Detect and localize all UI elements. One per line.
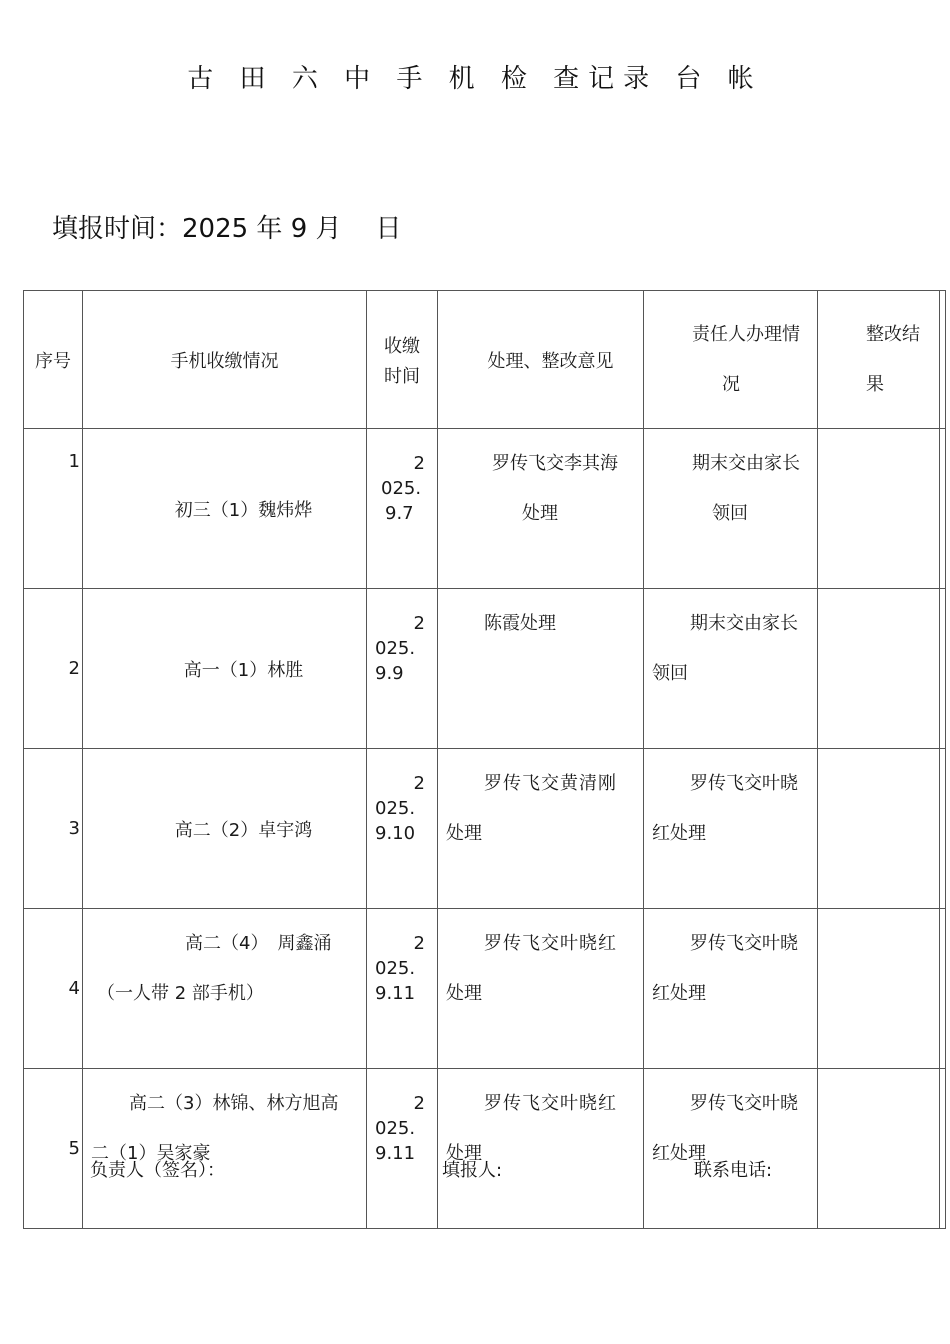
fill-time [52, 208, 402, 245]
row-time-part1: 2 [413, 933, 425, 954]
row-opinion-line1: 罗传飞交叶晓红 [484, 1093, 617, 1114]
row-seq: 4 [24, 909, 83, 1069]
row-time-part2: 025. [375, 798, 416, 819]
row-time-part1: 2 [413, 613, 425, 634]
row-description [83, 429, 367, 589]
row-time-part3: 9.7 [385, 503, 414, 524]
row-responsible-line2: 红处理 [652, 823, 706, 844]
phone-inspection-table [23, 290, 946, 1229]
row-opinion-line1: 罗传飞交黄清刚 [484, 773, 617, 794]
row-opinion-line2: 处理 [522, 503, 558, 524]
row-time-part2: 025. [381, 478, 422, 499]
row-opinion-line2: 处理 [446, 1143, 482, 1164]
row-responsible-line2: 红处理 [652, 983, 706, 1004]
row-opinion-line1: 罗传飞交叶晓红 [484, 933, 617, 954]
row-time-part3: 9.9 [375, 663, 404, 684]
row-opinion [438, 909, 644, 1069]
row-description-line1: 初三（1）魏炜烨 [174, 499, 313, 521]
footer-filler: 填报人: [442, 1160, 503, 1181]
row-result [818, 909, 940, 1069]
row-time [367, 1069, 438, 1229]
header-responsible-line2: 况 [722, 373, 740, 395]
table-row [24, 909, 946, 1069]
fill-time-prefix: 填报时间：2025 年 9 月 [52, 214, 342, 244]
table-edge-cell [940, 291, 946, 429]
header-result [818, 291, 940, 429]
row-opinion-line1: 陈霞处理 [484, 613, 556, 634]
table-row [24, 749, 946, 909]
row-responsible-line2: 领回 [652, 663, 688, 684]
table-edge-cell [940, 749, 946, 909]
header-seq: 序号 [24, 291, 83, 429]
row-responsible [644, 1069, 818, 1229]
row-description [83, 909, 367, 1069]
table-header-row [24, 291, 946, 429]
row-description [83, 1069, 367, 1229]
table-edge-cell [940, 429, 946, 589]
row-description [83, 749, 367, 909]
row-seq: 3 [24, 749, 83, 909]
row-result [818, 589, 940, 749]
row-time-part1: 2 [413, 773, 425, 794]
header-responsible-line1: 责任人办理情 [692, 323, 800, 345]
row-time-part2: 025. [375, 638, 416, 659]
row-opinion [438, 589, 644, 749]
row-responsible-line1: 期末交由家长 [692, 453, 800, 474]
row-seq: 2 [24, 589, 83, 749]
row-time-part3: 9.11 [375, 983, 416, 1004]
fill-time-day: 日 [375, 214, 402, 244]
row-responsible-line1: 罗传飞交叶晓 [690, 933, 798, 954]
row-seq: 1 [24, 429, 83, 589]
row-time-part1: 2 [413, 453, 425, 474]
row-responsible-line2: 领回 [712, 503, 748, 524]
footer-leader-signature: 负责人（签名）： [90, 1160, 225, 1181]
row-time-part3: 9.11 [375, 1143, 416, 1164]
row-time-part2: 025. [375, 1118, 416, 1139]
header-time [367, 291, 438, 429]
row-responsible [644, 749, 818, 909]
row-description-line1: 高二（3）林锦、林方旭高 [129, 1093, 339, 1114]
header-result-line2: 果 [866, 373, 884, 395]
header-result-line1: 整改结 [866, 323, 920, 345]
row-seq: 5 [24, 1069, 83, 1229]
row-responsible [644, 909, 818, 1069]
row-opinion [438, 429, 644, 589]
row-opinion [438, 749, 644, 909]
header-time-line1: 收缴 [384, 335, 420, 357]
row-result [818, 1069, 940, 1229]
header-description: 手机收缴情况 [83, 291, 367, 429]
row-opinion-line2: 处理 [446, 823, 482, 844]
footer-phone: 联系电话: [694, 1160, 773, 1181]
row-responsible-line1: 罗传飞交叶晓 [690, 773, 798, 794]
row-time [367, 909, 438, 1069]
row-time-part1: 2 [413, 1093, 425, 1114]
row-description-line2: （一人带 2 部手机） [97, 983, 264, 1004]
row-time [367, 749, 438, 909]
row-responsible-line1: 罗传飞交叶晓 [690, 1093, 798, 1114]
row-opinion [438, 1069, 644, 1229]
row-result [818, 429, 940, 589]
header-opinion: 处理、整改意见 [438, 291, 644, 429]
row-description-line2: 二（1）吴家豪 [91, 1143, 211, 1164]
table-row [24, 589, 946, 749]
row-result [818, 749, 940, 909]
table-edge-cell [940, 909, 946, 1069]
row-description-line1: 高二（4） 周鑫涌 [185, 933, 332, 954]
row-responsible [644, 589, 818, 749]
row-opinion-line2: 处理 [446, 983, 482, 1004]
row-description-line1: 高二（2）卓宇鸿 [174, 819, 313, 841]
table-row [24, 1069, 946, 1229]
row-responsible [644, 429, 818, 589]
row-responsible-line1: 期末交由家长 [690, 613, 798, 634]
row-description-line1: 高一（1）林胜 [183, 659, 304, 681]
row-opinion-line1: 罗传飞交李其海 [492, 453, 618, 474]
row-time [367, 589, 438, 749]
row-time-part3: 9.10 [375, 823, 416, 844]
header-responsible [644, 291, 818, 429]
row-responsible-line2: 红处理 [652, 1143, 706, 1164]
table-row [24, 429, 946, 589]
table-edge-cell [940, 589, 946, 749]
document-title: 古 田 六 中 手 机 检 查记录 台 帐 [187, 64, 763, 94]
table-edge-cell [940, 1069, 946, 1229]
header-time-line2: 时间 [384, 365, 420, 387]
row-time [367, 429, 438, 589]
row-time-part2: 025. [375, 958, 416, 979]
row-description [83, 589, 367, 749]
